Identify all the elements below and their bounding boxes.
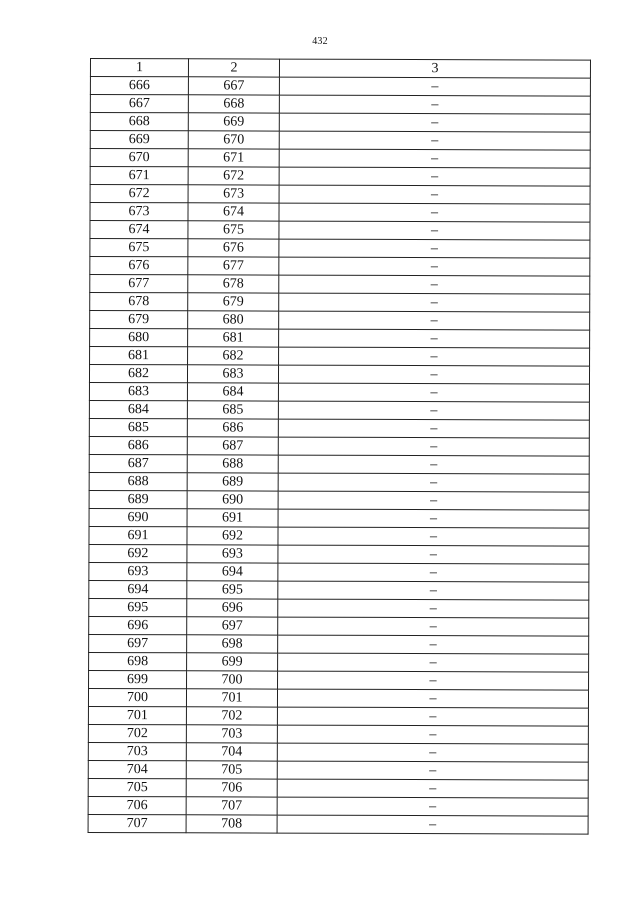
table-cell-col-1: 668: [90, 113, 188, 131]
table-cell-col-2: 678: [188, 275, 279, 293]
table-cell-col-3: –: [278, 401, 589, 420]
table-cell-col-2: 692: [187, 527, 278, 545]
table-cell-col-1: 705: [88, 778, 186, 796]
table-cell-col-2: 677: [188, 257, 279, 275]
table-cell-col-2: 699: [187, 653, 278, 671]
table-cell-col-3: –: [278, 563, 589, 582]
table-row: [89, 562, 589, 582]
table-cell-col-1: 683: [89, 382, 187, 400]
table-cell-col-1: 688: [89, 472, 187, 490]
table-row: [89, 598, 589, 618]
table-row: [89, 544, 589, 564]
table-row: [90, 113, 590, 133]
table-cell-col-3: –: [278, 527, 589, 546]
table-cell-col-3: –: [279, 347, 590, 366]
table-cell-col-3: –: [278, 491, 589, 510]
header-row: [90, 59, 590, 79]
table-cell-col-3: –: [278, 455, 589, 474]
table-row: [90, 77, 590, 97]
table-cell-col-1: 685: [89, 418, 187, 436]
table-cell-col-2: 706: [186, 779, 277, 797]
table-cell-col-2: 684: [187, 383, 278, 401]
table-cell-col-1: 694: [89, 580, 187, 598]
table-cell-col-3: –: [278, 545, 589, 564]
table-cell-col-2: 705: [186, 761, 277, 779]
table-cell-col-1: 703: [88, 742, 186, 760]
table-cell-col-3: –: [279, 311, 590, 330]
table-cell-col-1: 684: [89, 400, 187, 418]
table-row: [90, 257, 590, 277]
table-row: [90, 239, 590, 259]
table-cell-col-3: –: [278, 509, 589, 528]
table-row: [88, 706, 588, 726]
table-row: [90, 347, 590, 367]
table-cell-col-1: 681: [90, 347, 188, 365]
table-row: [90, 203, 590, 223]
table-row: [90, 95, 590, 115]
table-cell-col-1: 678: [90, 293, 188, 311]
table-cell-col-3: –: [278, 383, 589, 402]
table-cell-col-1: 704: [88, 760, 186, 778]
table-cell-col-3: –: [279, 239, 590, 258]
table-cell-col-2: 675: [188, 221, 279, 239]
page-number: 432: [312, 36, 328, 47]
table-cell-col-2: 676: [188, 239, 279, 257]
table-row: [90, 221, 590, 241]
table-cell-col-3: –: [279, 293, 590, 312]
table-cell-col-1: 666: [90, 77, 188, 95]
table-cell-col-3: –: [279, 167, 590, 186]
table-cell-col-1: 691: [89, 526, 187, 544]
table-cell-col-1: 686: [89, 436, 187, 454]
table-cell-col-1: 669: [90, 131, 188, 149]
table-cell-col-2: 680: [188, 311, 279, 329]
table-row: [89, 670, 589, 690]
table-cell-col-2: 702: [186, 707, 277, 725]
table-cell-col-3: –: [278, 581, 589, 600]
table-cell-col-2: 673: [188, 185, 279, 203]
table-row: [90, 329, 590, 349]
table-body: [88, 77, 590, 835]
table-row: [89, 400, 589, 420]
table-row: [89, 490, 589, 510]
table-cell-col-2: 703: [186, 725, 277, 743]
table-row: [89, 652, 589, 672]
table-cell-col-2: 670: [188, 131, 279, 149]
table-cell-col-1: 676: [90, 257, 188, 275]
table-cell-col-1: 687: [89, 454, 187, 472]
table-cell-col-2: 694: [187, 563, 278, 581]
table-cell-col-2: 695: [187, 581, 278, 599]
table-cell-col-1: 701: [88, 706, 186, 724]
table-cell-col-3: –: [277, 761, 588, 780]
column-header-2: 2: [188, 59, 279, 77]
table-cell-col-1: 690: [89, 508, 187, 526]
table-cell-col-3: –: [277, 779, 588, 798]
table-cell-col-3: –: [277, 797, 588, 816]
table-cell-col-2: 693: [187, 545, 278, 563]
table-cell-col-2: 682: [188, 347, 279, 365]
column-header-1: 1: [90, 59, 188, 77]
table-cell-col-1: 677: [90, 275, 188, 293]
table-cell-col-3: –: [279, 131, 590, 150]
table-row: [88, 742, 588, 762]
table-cell-col-2: 700: [187, 671, 278, 689]
table-cell-col-3: –: [277, 689, 588, 708]
table-cell-col-3: –: [278, 365, 589, 384]
table-cell-col-2: 689: [187, 473, 278, 491]
table-row: [90, 185, 590, 205]
table-cell-col-2: 674: [188, 203, 279, 221]
table-cell-col-2: 688: [187, 455, 278, 473]
table-cell-col-3: –: [278, 653, 589, 672]
table-row: [88, 778, 588, 798]
table-row: [89, 418, 589, 438]
table-row: [89, 508, 589, 528]
table-cell-col-3: –: [277, 743, 588, 762]
table-row: [89, 436, 589, 456]
table-cell-col-3: –: [279, 257, 590, 276]
table-row: [89, 382, 589, 402]
table-row: [88, 760, 588, 780]
table-cell-col-1: 670: [90, 149, 188, 167]
table-cell-col-1: 698: [89, 652, 187, 670]
table-row: [90, 149, 590, 169]
table-cell-col-3: –: [279, 113, 590, 132]
table-cell-col-1: 707: [88, 814, 186, 832]
table-cell-col-3: –: [279, 77, 590, 96]
table-cell-col-1: 697: [89, 634, 187, 652]
table-cell-col-3: –: [277, 815, 588, 834]
table-cell-col-2: 708: [186, 815, 277, 833]
table-row: [88, 796, 588, 816]
column-header-3: 3: [279, 59, 590, 78]
table-cell-col-2: 701: [186, 689, 277, 707]
table-cell-col-3: –: [279, 185, 590, 204]
table-cell-col-3: –: [278, 635, 589, 654]
table-cell-col-3: –: [279, 95, 590, 114]
table-cell-col-1: 699: [89, 670, 187, 688]
table-cell-col-1: 696: [89, 616, 187, 634]
table-cell-col-3: –: [278, 599, 589, 618]
table-cell-col-3: –: [278, 419, 589, 438]
table-cell-col-3: –: [278, 671, 589, 690]
table-cell-col-2: 691: [187, 509, 278, 527]
data-table: [88, 58, 591, 835]
table-cell-col-1: 693: [89, 562, 187, 580]
table-cell-col-3: –: [278, 473, 589, 492]
table-cell-col-1: 706: [88, 796, 186, 814]
table-cell-col-2: 681: [188, 329, 279, 347]
table-cell-col-2: 704: [186, 743, 277, 761]
table-row: [90, 275, 590, 295]
table-cell-col-1: 689: [89, 490, 187, 508]
table-cell-col-2: 667: [188, 77, 279, 95]
table-row: [89, 454, 589, 474]
table-cell-col-2: 668: [188, 95, 279, 113]
table-row: [88, 724, 588, 744]
table-cell-col-2: 683: [187, 365, 278, 383]
table-row: [89, 472, 589, 492]
table-cell-col-2: 707: [186, 797, 277, 815]
table-cell-col-2: 696: [187, 599, 278, 617]
table-cell-col-1: 675: [90, 239, 188, 257]
table-cell-col-3: –: [279, 221, 590, 240]
table-cell-col-3: –: [279, 149, 590, 168]
table-cell-col-3: –: [279, 275, 590, 294]
table-row: [89, 634, 589, 654]
table-cell-col-1: 680: [90, 329, 188, 347]
table-cell-col-1: 672: [90, 185, 188, 203]
table-row: [90, 293, 590, 313]
table-row: [89, 580, 589, 600]
table-cell-col-1: 700: [88, 688, 186, 706]
table-row: [89, 526, 589, 546]
table-cell-col-1: 682: [89, 365, 187, 383]
table-cell-col-1: 695: [89, 598, 187, 616]
table-row: [90, 311, 590, 331]
table-cell-col-2: 669: [188, 113, 279, 131]
table-cell-col-1: 673: [90, 203, 188, 221]
table-row: [88, 814, 588, 834]
table-cell-col-3: –: [277, 725, 588, 744]
table-header: [90, 59, 590, 79]
table-cell-col-2: 697: [187, 617, 278, 635]
table-cell-col-3: –: [278, 437, 589, 456]
table-cell-col-2: 671: [188, 149, 279, 167]
table-cell-col-3: –: [279, 203, 590, 222]
table-cell-col-2: 690: [187, 491, 278, 509]
table-cell-col-3: –: [279, 329, 590, 348]
table-cell-col-3: –: [278, 617, 589, 636]
table-container: [88, 58, 590, 835]
table-cell-col-2: 687: [187, 437, 278, 455]
table-cell-col-3: –: [277, 707, 588, 726]
table-row: [88, 688, 588, 708]
table-row: [89, 365, 589, 385]
table-row: [90, 131, 590, 151]
table-cell-col-1: 674: [90, 221, 188, 239]
table-cell-col-1: 679: [90, 311, 188, 329]
table-cell-col-2: 686: [187, 419, 278, 437]
table-cell-col-1: 702: [88, 724, 186, 742]
table-row: [90, 167, 590, 187]
table-cell-col-2: 698: [187, 635, 278, 653]
table-cell-col-2: 679: [188, 293, 279, 311]
table-cell-col-2: 672: [188, 167, 279, 185]
table-row: [89, 616, 589, 636]
table-cell-col-1: 667: [90, 95, 188, 113]
table-cell-col-2: 685: [187, 401, 278, 419]
table-cell-col-1: 671: [90, 167, 188, 185]
table-cell-col-1: 692: [89, 544, 187, 562]
